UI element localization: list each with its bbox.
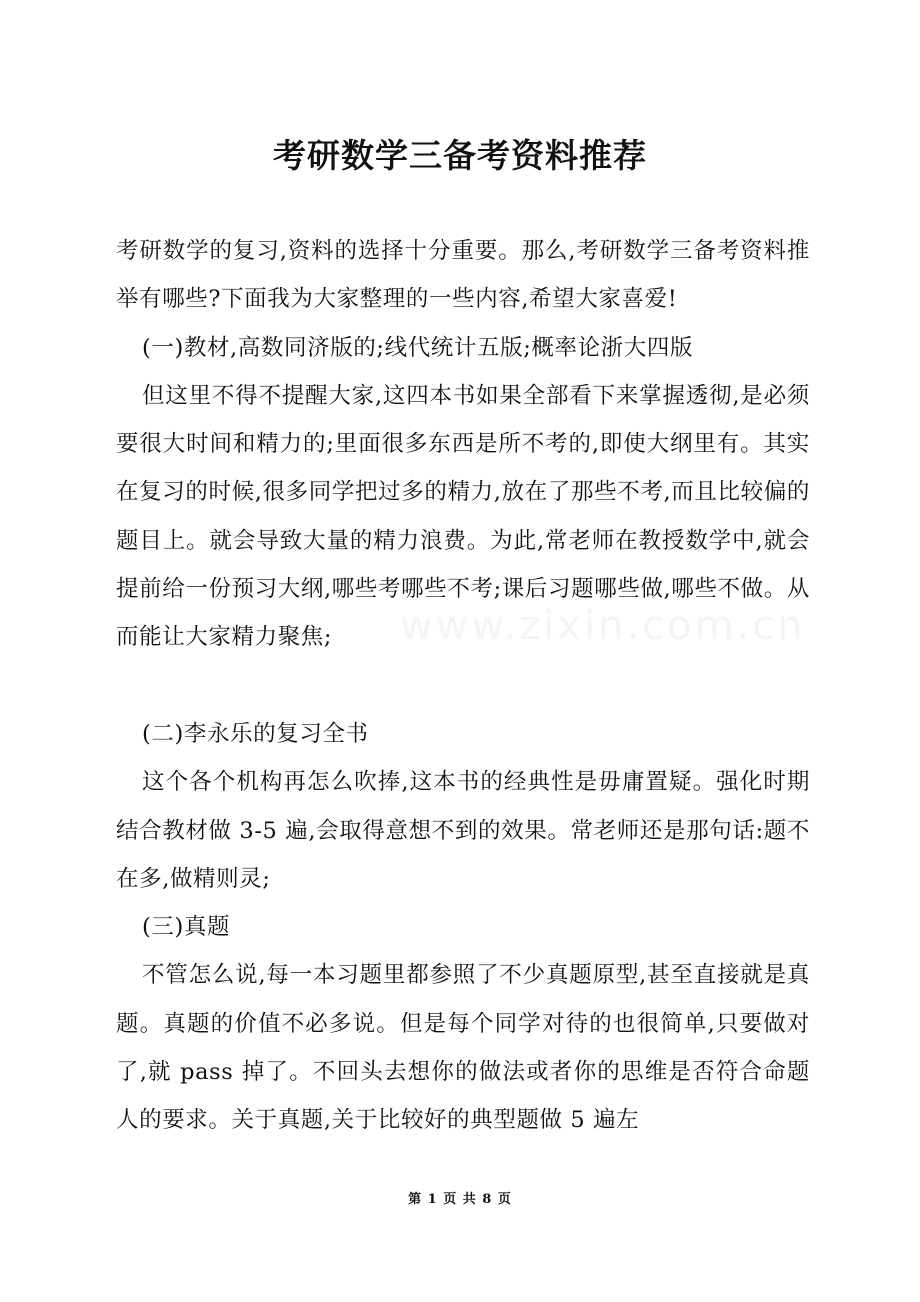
document-body (116, 227, 810, 1145)
section-heading-textbooks: (一)教材,高数同济版的;线代统计五版;概率论浙大四版 (142, 334, 694, 361)
document-title: 考研数学三备考资料推荐 (273, 136, 647, 175)
review-book-paragraph: 这个各个机构再怎么吹捧,这本书的经典性是毋庸置疑。强化时期结合教材做 3-5 遍,会取得意想不到的效果。常老师还是那句话:题不在多,做精则灵; (116, 769, 810, 892)
past-papers-paragraph: 不管怎么说,每一本习题里都参照了不少真题原型,甚至直接就是真题。真题的价值不必多说。但是每个同学对待的也很简单,只要做对了,就 pass 掉了。不回头去想你的做法或者你的思维是否符合命题人的要求。关于真题,关于比较好的典型题做 5 遍左 (116, 962, 810, 1134)
textbooks-paragraph: 但这里不得不提醒大家,这四本书如果全部看下来掌握透彻,是必须要很大时间和精力的;里面很多东西是所不考的,即使大纲里有。其实在复习的时候,很多同学把过多的精力,放在了那些不考,而且比较偏的题目上。就会导致大量的精力浪费。为此,常老师在教授数学中,就会提前给一份预习大纲,哪些考哪些不考;课后习题哪些做,哪些不做。从而能让大家精力聚焦; (116, 382, 810, 651)
paragraph-spacer (116, 662, 810, 710)
intro-paragraph: 考研数学的复习,资料的选择十分重要。那么,考研数学三备考资料推举有哪些?下面我为大家整理的一些内容,希望大家喜爱! (116, 238, 810, 313)
section-heading-review-book: (二)李永乐的复习全书 (142, 720, 369, 747)
page-footer: 第 1 页 共 8 页 (408, 1192, 512, 1207)
section-heading-past-papers: (三)真题 (142, 914, 231, 941)
watermark: www.zixin.com.cn (400, 603, 806, 649)
